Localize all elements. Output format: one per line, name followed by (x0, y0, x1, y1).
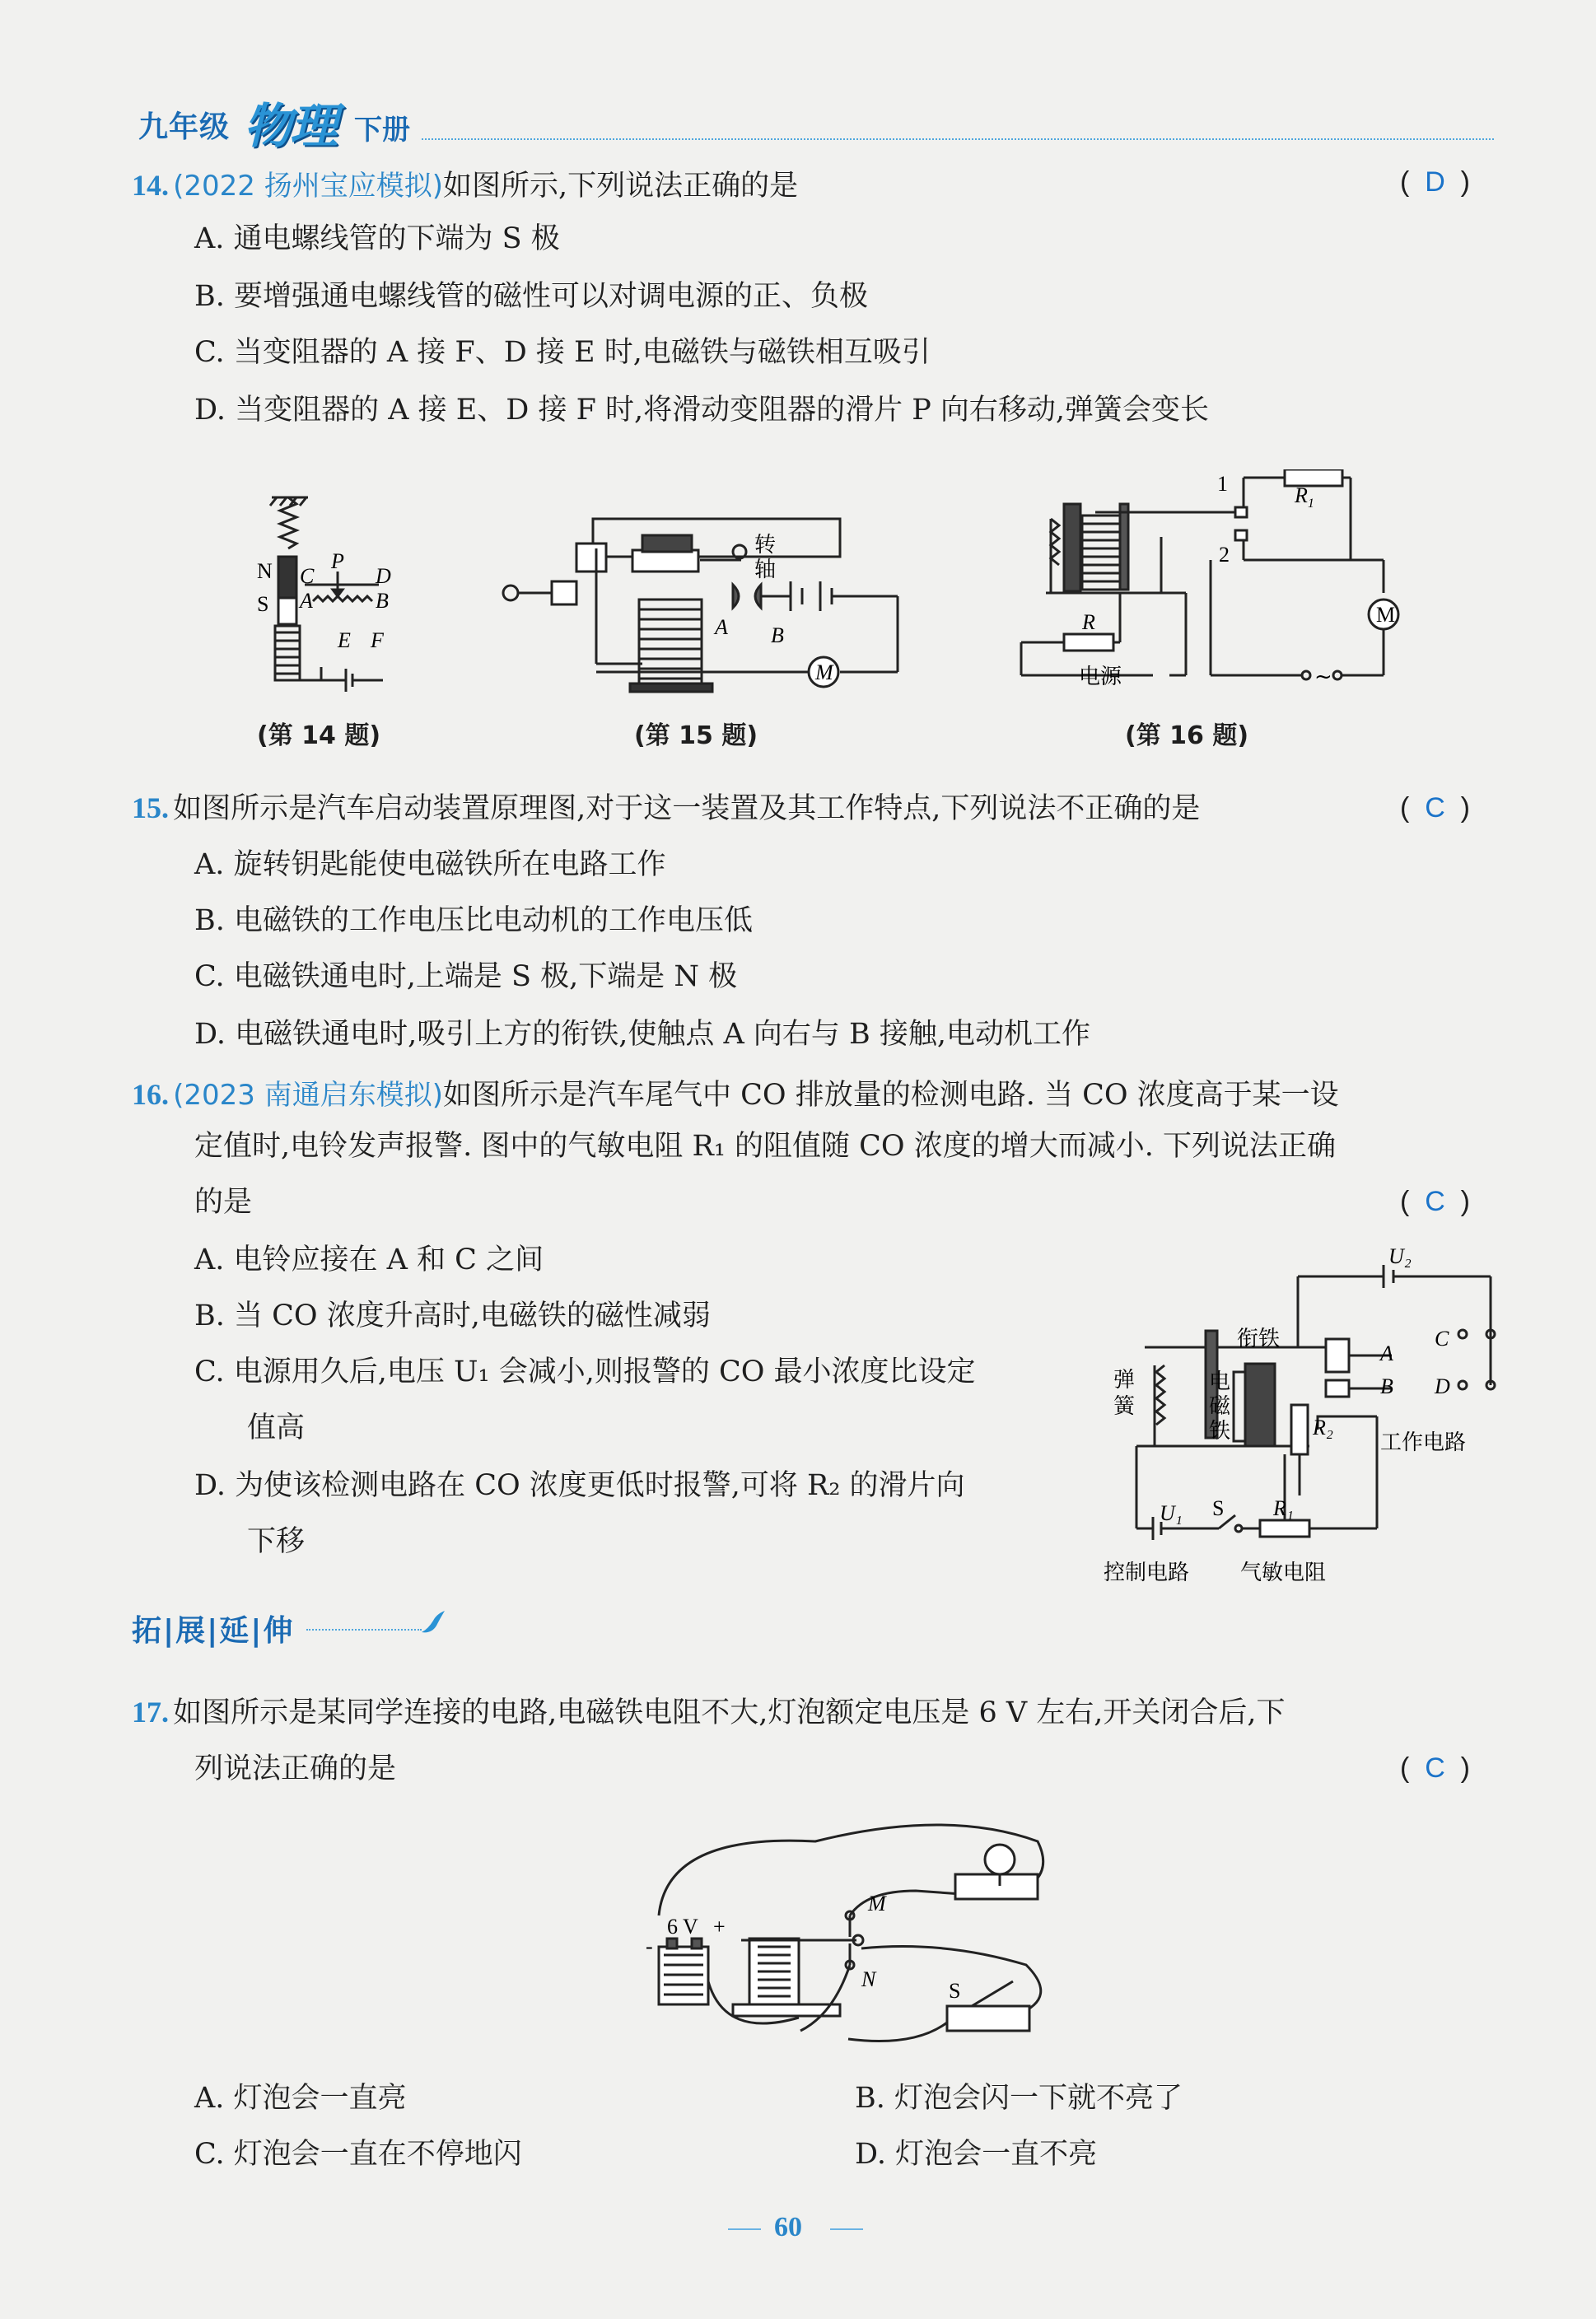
option-d: D. 电磁铁通电时,吸引上方的衔铁,使触点 A 向右与 B 接触,电动机工作 (194, 1018, 1090, 1051)
page-number-rule-left (728, 2228, 761, 2230)
question-stem: 如图所示是汽车启动装置原理图,对于这一装置及其工作特点,下列说法不正确的是 (173, 792, 1201, 825)
answer-bracket: ( C ) (1400, 1186, 1470, 1217)
figure-16-diagram (1013, 469, 1400, 692)
answer-choice: C (1425, 792, 1445, 824)
figure-14-diagram (239, 486, 436, 700)
header-grade: 九年级 (138, 110, 231, 144)
label-c: C (1435, 1327, 1449, 1351)
label-control-circuit: 控制电路 (1104, 1561, 1190, 1585)
label-axle-1: 转 (754, 533, 777, 558)
label-minus: - (646, 1934, 653, 1958)
caption-16: (第 16 题) (1125, 721, 1249, 750)
option-d: D. 为使该检测电路在 CO 浓度更低时报警,可将 R₂ 的滑片向 (194, 1469, 965, 1502)
answer-bracket: ( C ) (1400, 1752, 1470, 1784)
label-m: M (815, 660, 833, 684)
label-a: A (1380, 1341, 1393, 1365)
answer-choice: C (1425, 1186, 1445, 1217)
option-c: C. 电源用久后,电压 U₁ 会减小,则报警的 CO 最小浓度比设定 (194, 1355, 976, 1388)
question-number: 16. (132, 1078, 169, 1111)
option-d: D. 灯泡会一直不亮 (855, 2138, 1098, 2171)
label-r1: R₁ (1273, 1496, 1294, 1520)
section-title-extension: 拓|展|延|伸 (132, 1614, 295, 1648)
label-axle-2: 轴 (754, 558, 777, 582)
question-stem-line-2: 定值时,电铃发声报警. 图中的气敏电阻 R₁ 的阻值随 CO 浓度的增大而减小. 下列说法正确 (194, 1130, 1336, 1163)
label-battery: 6 V (667, 1915, 698, 1939)
label-1: 1 (1217, 472, 1228, 496)
label-b: B (376, 589, 389, 613)
option-a: A. 旋转钥匙能使电磁铁所在电路工作 (194, 848, 666, 881)
option-c: C. 灯泡会一直在不停地闪 (194, 2138, 522, 2171)
page-number-rule-right (830, 2228, 863, 2230)
label-em-2: 磁 (1209, 1394, 1231, 1419)
label-r: R (1082, 610, 1095, 634)
section-divider (306, 1629, 422, 1631)
option-a: A. 灯泡会一直亮 (194, 2082, 407, 2115)
caption-14: (第 14 题) (257, 721, 381, 750)
label-u2: U₂ (1388, 1244, 1412, 1268)
question-stem-line-1: 如图所示是某同学连接的电路,电磁铁电阻不大,灯泡额定电压是 6 V 左右,开关闭合后,下 (173, 1696, 1286, 1729)
label-p: P (331, 549, 344, 573)
label-2: 2 (1219, 543, 1230, 567)
question-source: (2022 扬州宝应模拟) (173, 170, 443, 203)
label-work-circuit: 工作电路 (1380, 1430, 1467, 1455)
question-stem-line-2: 列说法正确的是 (194, 1752, 397, 1785)
option-a: A. 通电螺线管的下端为 S 极 (194, 222, 560, 255)
label-n: N (861, 1967, 876, 1991)
label-spring-1: 弹 (1113, 1368, 1136, 1393)
figure-15-diagram (494, 511, 906, 700)
label-s: S (257, 592, 269, 616)
answer-bracket: ( D ) (1400, 166, 1470, 198)
label-em-3: 铁 (1209, 1419, 1231, 1444)
label-b: B (1380, 1374, 1393, 1398)
option-d-continued: 下移 (247, 1525, 306, 1558)
label-plus: + (713, 1915, 726, 1939)
label-switch: S (1212, 1496, 1225, 1520)
question-14 (132, 163, 798, 204)
header-subject: 物理 (244, 98, 337, 154)
label-r1: $R_1$ (1295, 483, 1314, 511)
caption-15: (第 15 题) (634, 721, 758, 750)
option-a: A. 电铃应接在 A 和 C 之间 (194, 1243, 544, 1276)
option-c: C. 电磁铁通电时,上端是 S 极,下端是 N 极 (194, 960, 738, 993)
figure-q16-diagram (1104, 1240, 1507, 1603)
question-source: (2023 南通启东模拟) (173, 1079, 443, 1112)
question-15 (132, 791, 1200, 827)
label-m: M (1376, 603, 1396, 627)
option-b: B. 要增强通电螺线管的磁性可以对调电源的正、负极 (194, 280, 868, 313)
question-number: 14. (132, 169, 169, 202)
page-number: 60 (774, 2212, 802, 2242)
label-a: A (715, 615, 728, 639)
label-e: E (338, 628, 351, 652)
option-d: D. 当变阻器的 A 接 E、D 接 F 时,将滑动变阻器的滑片 P 向右移动,弹簧会变长 (194, 394, 1210, 427)
label-em-1: 电 (1209, 1369, 1231, 1394)
question-17 (132, 1695, 1286, 1731)
label-d: D (376, 564, 391, 588)
label-m: M (868, 1892, 886, 1915)
label-c: C (300, 564, 315, 588)
header-volume: 下册 (354, 114, 410, 147)
label-gas-sensor: 气敏电阻 (1240, 1561, 1327, 1585)
label-spring-2: 簧 (1113, 1394, 1136, 1419)
question-stem: 如图所示,下列说法正确的是 (442, 170, 799, 203)
option-c: C. 当变阻器的 A 接 F、D 接 E 时,电磁铁与磁铁相互吸引 (194, 336, 931, 369)
label-f: F (371, 628, 384, 652)
header-divider (422, 138, 1494, 140)
label-a: A (300, 589, 313, 613)
question-number: 15. (132, 791, 169, 824)
splash-icon (417, 1609, 450, 1637)
option-b: B. 灯泡会闪一下就不亮了 (855, 2082, 1183, 2115)
question-number: 17. (132, 1696, 169, 1729)
question-16 (132, 1072, 1339, 1113)
figure-q17-diagram (634, 1817, 1062, 2064)
option-c-continued: 值高 (247, 1411, 306, 1444)
option-b: B. 当 CO 浓度升高时,电磁铁的磁性减弱 (194, 1299, 711, 1332)
option-b: B. 电磁铁的工作电压比电动机的工作电压低 (194, 904, 753, 937)
question-stem-line-3: 的是 (194, 1186, 253, 1219)
label-d: D (1435, 1374, 1450, 1398)
answer-choice: C (1425, 1752, 1445, 1784)
label-b: B (771, 623, 784, 647)
label-power: 电源 (1079, 665, 1122, 689)
label-armature: 衔铁 (1237, 1327, 1281, 1351)
answer-choice: D (1425, 166, 1445, 198)
label-u1: U₁ (1160, 1501, 1183, 1525)
label-ac: ~ (1314, 665, 1332, 689)
label-n: N (257, 559, 273, 583)
answer-bracket: ( C ) (1400, 792, 1470, 824)
label-switch: S (949, 1979, 961, 2003)
label-r2: R₂ (1313, 1416, 1333, 1439)
question-stem-line-1: 如图所示是汽车尾气中 CO 排放量的检测电路. 当 CO 浓度高于某一设 (442, 1079, 1339, 1112)
